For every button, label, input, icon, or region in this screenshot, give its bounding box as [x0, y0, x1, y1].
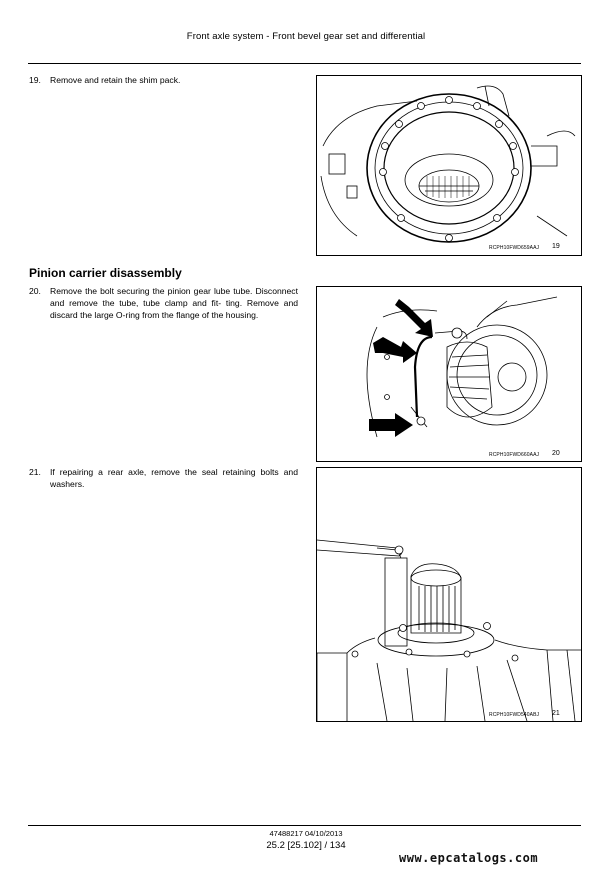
figure-21-illustration — [317, 468, 581, 721]
figure-number: 19 — [552, 243, 560, 250]
footer-page-number: 25.2 [25.102] / 134 — [266, 840, 346, 851]
figure-21 — [316, 467, 582, 722]
step-number: 21. — [29, 467, 41, 477]
step-number: 19. — [29, 75, 41, 85]
figure-19 — [316, 75, 582, 256]
figure-code: RCPH10FWD540ABJ — [489, 712, 540, 718]
header-rule — [28, 63, 581, 64]
figure-20-illustration — [317, 287, 581, 461]
step-text: Remove the bolt securing the pinion gear lube tube. Disconnect and remove the tube, tube clamp and fit- ting. Remove and discard the large O-ring from the flange of the housing. — [50, 286, 298, 320]
figure-code: RCPH10FWD660AAJ — [489, 452, 540, 458]
arrow-icon — [369, 299, 433, 437]
page-header: Front axle system - Front bevel gear set and differential — [186, 31, 426, 42]
section-title: Pinion carrier disassembly — [29, 266, 182, 280]
step-text: Remove and retain the shim pack. — [50, 75, 181, 85]
step-number: 20. — [29, 286, 41, 296]
figure-number: 20 — [552, 450, 560, 457]
figure-20 — [316, 286, 582, 462]
figure-number: 21 — [552, 710, 560, 717]
figure-code: RCPH10FWD659AAJ — [489, 245, 540, 251]
watermark: www.epcatalogs.com — [399, 851, 539, 865]
figure-19-illustration — [317, 76, 581, 255]
step-text: If repairing a rear axle, remove the seal retaining bolts and washers. — [50, 467, 298, 489]
footer-rule — [28, 825, 581, 826]
footer-doc-code: 47488217 04/10/2013 — [269, 829, 343, 838]
